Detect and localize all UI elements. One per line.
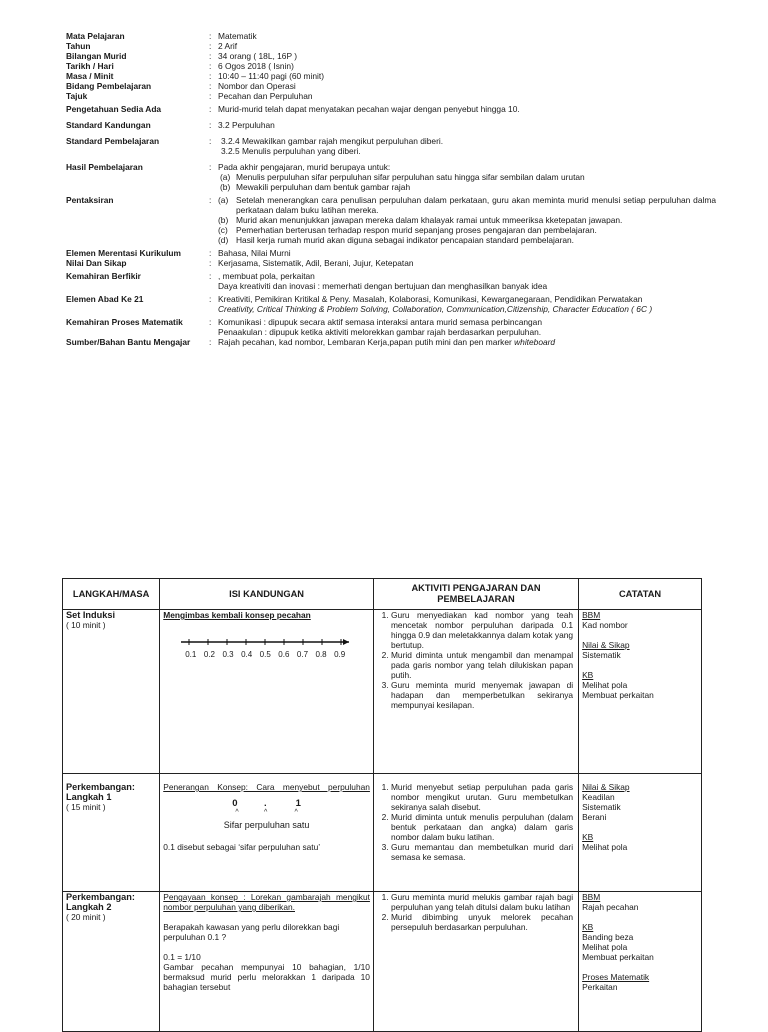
info-value: Komunikasi : dipupuk secara aktif semasa interaksi antara murid semasa perbincangan — [218, 317, 542, 327]
info-value: 6 Ogos 2018 ( Isnin) — [218, 61, 294, 71]
note-value: Membuat perkaitan — [582, 690, 654, 700]
note-value: Banding beza — [582, 932, 634, 942]
info-value: Murid-murid telah dapat menyatakan pecahan wajar dengan penyebut hingga 10. — [218, 104, 520, 114]
tick-label: 0.7 — [296, 650, 309, 659]
caret-row: ^ ^ ^ — [235, 809, 298, 816]
info-value: Rajah pecahan, kad nombor, Lembaran Kerja,papan putih mini dan pen marker — [218, 337, 515, 347]
info-row: Pengetahuan Sedia Ada : Murid-murid telah dapat menyatakan pecahan wajar dengan penyebut hingga 10. — [66, 104, 716, 114]
list-item: (a) Setelah menerangkan cara penulisan perpuluhan dalam perkataan, guru akan meminta murid menulsi setiap perpuluhan dalma perkataan dalam buku latihan mereka. — [218, 195, 716, 215]
list-item: (d) Hasil kerja rumah murid akan diguna sebagai indikator pencapaian standard pembelajaran. — [218, 235, 574, 245]
info-value: Kerjasama, Sistematik, Adil, Berani, Jujur, Ketepatan — [218, 258, 414, 268]
info-value: 2 Arif — [218, 41, 238, 51]
note-value: Melihat pola — [582, 680, 628, 690]
tick-label: 0.1 — [185, 650, 197, 659]
info-line: 3.2.5 Menulis perpuluhan yang diberi. — [221, 146, 361, 156]
activity-list — [377, 610, 575, 710]
table-row — [63, 892, 702, 1032]
info-label: Elemen Abad Ke 21 — [66, 294, 144, 304]
info-row: Elemen Merentasi Kurikulum : Bahasa, Nilai Murni — [66, 248, 716, 258]
note-heading: BBM — [582, 610, 601, 620]
info-label: Elemen Merentasi Kurikulum — [66, 248, 181, 258]
tick-label: 0.9 — [334, 650, 346, 659]
info-row: Kemahiran Proses Matematik : Komunikasi : dipupuk secara aktif semasa interaksi antara murid semasa perbincangan Penaakulan : dipupuk ketika aktiviti melorekkan gambar rajah berdasarkan perpuluhan. — [66, 317, 716, 337]
activity-item: 1. Guru meminta murid melukis gambar rajah bagi perpuluhan yang telah ditulsi dalam buku latihan — [391, 892, 575, 912]
info-row: Mata Pelajaran : Matematik — [66, 31, 716, 41]
tick-label: 0.3 — [222, 650, 234, 659]
tick-label: 0.2 — [203, 650, 215, 659]
info-value: Kreativiti, Pemikiran Kritikal & Peny. Masalah, Kolaborasi, Komunikasi, Kewarganegaraan, Pendidikan Perwatakan — [218, 294, 643, 304]
list-item: (b) Mewakili perpuluhan dam bentuk gambar rajah — [220, 182, 411, 192]
phase-time: ( 15 minit ) — [66, 802, 106, 812]
phase-title: Set Induksi — [66, 610, 116, 620]
activity-list — [377, 782, 575, 862]
info-row: Bilangan Murid : 34 orang ( 18L, 16P ) — [66, 51, 716, 61]
info-row: Tarikh / Hari : 6 Ogos 2018 ( Isnin) — [66, 61, 716, 71]
tick-label: 0.4 — [241, 650, 253, 659]
lesson-info — [66, 31, 716, 347]
note-value: Sistematik — [582, 650, 621, 660]
note-value: Kad nombor — [582, 620, 628, 630]
list-item: (a) Menulis perpuluhan sifar perpuluhan sifar perpuluhan satu hingga sifar sembilan dalam urutan — [220, 172, 585, 182]
info-row: Pentaksiran : (a) Setelah menerangkan cara penulisan perpuluhan dalam perkataan, guru akan meminta murid menulsi setiap perpuluhan dalma perkataan dalam buku latihan mereka. (b) Murid akan menunjukkan jawapan mereka dalam khalayak ramai untuk mmeeriksa kketepatan jawapan. (c) Pemerhatian berterusan terhadap respon murid sepanjang proses pengajaran dan pembelajaran. (d) Hasil kerja rumah murid akan diguna sebagai indikator pencapaian standard pembelajaran. — [66, 195, 716, 245]
activity-list — [377, 892, 575, 932]
info-row: Hasil Pembelajaran : Pada akhir pengajaran, murid berupaya untuk: (a) Menulis perpuluhan sifar perpuluhan sifar perpuluhan satu hingga sifar sembilan dalam urutan (b) Mewakili perpuluhan dam bentuk gambar rajah — [66, 162, 716, 192]
info-value: Matematik — [218, 31, 257, 41]
info-value: Pecahan dan Perpuluhan — [218, 91, 313, 101]
note-heading: Nilai & Sikap — [582, 782, 630, 792]
note-value: Melihat pola — [582, 942, 628, 952]
list-item: (c) Pemerhatian berterusan terhadap respon murid sepanjang proses pengajaran dan pembelajaran. — [218, 225, 597, 235]
note-heading: KB — [582, 670, 594, 680]
header-catatan: CATATAN — [579, 579, 702, 610]
info-row: Masa / Minit : 10:40 – 11:40 pagi (60 minit) — [66, 71, 716, 81]
activity-item: 1. Murid menyebut setiap perpuluhan pada garis nombor mengikut urutan. Guru membetulkan sekiranya salah disebut. — [391, 782, 575, 812]
decimal-display — [163, 799, 370, 809]
table-row — [63, 774, 702, 892]
info-line: Penaakulan : dipupuk ketika aktiviti melorekkan gambar rajah berdasarkan perpuluhan. — [218, 327, 542, 337]
note-heading: KB — [582, 922, 594, 932]
note-value: Rajah pecahan — [582, 902, 639, 912]
info-italic-word: whiteboard — [514, 337, 556, 347]
number-line-ticks — [185, 650, 345, 660]
info-label: Kemahiran Berfikir — [66, 271, 141, 281]
info-label: Bilangan Murid — [66, 51, 127, 61]
lesson-steps-table — [62, 578, 702, 1032]
note-heading: KB — [582, 832, 594, 842]
info-label: Tarikh / Hari — [66, 61, 114, 71]
table-header-row — [63, 579, 702, 610]
table-row — [63, 610, 702, 774]
info-label: Masa / Minit — [66, 71, 114, 81]
phase-title: Perkembangan: Langkah 1 — [66, 782, 135, 802]
phase-title: Perkembangan: Langkah 2 — [66, 892, 135, 912]
info-label: Sumber/Bahan Bantu Mengajar — [66, 337, 191, 347]
tick-label: 0.8 — [315, 650, 327, 659]
info-label: Nilai Dan Sikap — [66, 258, 127, 268]
note-value: Keadilan — [582, 792, 615, 802]
note-value: Berani — [582, 812, 607, 822]
info-row: Tahun : 2 Arif — [66, 41, 716, 51]
info-label: Mata Pelajaran — [66, 31, 125, 41]
note-value: Perkaitan — [582, 982, 618, 992]
info-label: Tahun — [66, 41, 91, 51]
content-title: Penerangan Konsep: Cara menyebut perpuluhan — [163, 782, 370, 792]
phase-time: ( 10 minit ) — [66, 620, 106, 630]
info-row: Bidang Pembelajaran : Nombor dan Operasi — [66, 81, 716, 91]
info-label: Pengetahuan Sedia Ada — [66, 104, 162, 114]
digit: 1 — [295, 798, 301, 809]
info-value: Nombor dan Operasi — [218, 81, 296, 91]
content-sentence: 0.1 disebut sebagai ‘sifar perpuluhan satu’ — [163, 842, 321, 852]
info-value: 10:40 – 11:40 pagi (60 minit) — [218, 71, 324, 81]
digit: 0 — [232, 798, 238, 809]
info-label: Hasil Pembelajaran — [66, 162, 143, 172]
note-heading: BBM — [582, 892, 601, 902]
info-row: Nilai Dan Sikap : Kerjasama, Sistematik, Adil, Berani, Jujur, Ketepatan — [66, 258, 716, 268]
content-explain: Gambar pecahan mempunyai 10 bahagian, 1/10 bermaksud murid perlu melorakkan 1 daripada 10 bahagian tersebut — [163, 962, 370, 992]
number-line — [181, 638, 370, 660]
header-langkah: LANGKAH/MASA — [63, 579, 160, 610]
info-row: Tajuk : Pecahan dan Perpuluhan — [66, 91, 716, 101]
digit: . — [263, 798, 267, 809]
info-label: Standard Kandungan — [66, 120, 151, 130]
info-row: Standard Kandungan : 3.2 Perpuluhan — [66, 120, 716, 130]
activity-item: 2. Murid diminta untuk menulis perpuluhan (dalam bentuk perkataan dan angka) dalam garis nombor dalam buku latihan. — [391, 812, 575, 842]
info-value: Bahasa, Nilai Murni — [218, 248, 291, 258]
info-line: , membuat pola, perkaitan — [218, 271, 315, 281]
info-value: 3.2 Perpuluhan — [218, 120, 275, 130]
activity-item: 3. Guru meminta murid menyemak jawapan di hadapan dan memperbetulkan sekiranya mempunyai kesilapan. — [391, 680, 575, 710]
info-label: Kemahiran Proses Matematik — [66, 317, 183, 327]
header-aktiviti: AKTIVITI PENGAJARAN DAN PEMBELAJARAN — [373, 579, 578, 610]
info-label: Standard Pembelajaran — [66, 136, 160, 146]
info-row: Sumber/Bahan Bantu Mengajar : Rajah pecahan, kad nombor, Lembaran Kerja,papan putih mini dan pen marker whiteboard — [66, 337, 556, 347]
info-row: Elemen Abad Ke 21 : Kreativiti, Pemikiran Kritikal & Peny. Masalah, Kolaborasi, Komunikasi, Kewarganegaraan, Pendidikan Perwatakan Creativity, Critical Thinking & Problem Solving, Collaboration, Communication,Citizenship, Character Education ( 6C ) — [66, 294, 716, 314]
note-value: Sistematik — [582, 802, 621, 812]
content-question: Berapakah kawasan yang perlu dilorekkan bagi perpuluhan 0.1 ? — [163, 922, 340, 942]
info-line: 3.2.4 Mewakilkan gambar rajah mengikut perpuluhan diberi. — [221, 136, 444, 146]
info-label: Pentaksiran — [66, 195, 114, 205]
sifar-label: Sifar perpuluhan satu — [223, 820, 310, 830]
note-heading: Nilai & Sikap — [582, 640, 630, 650]
note-heading: Proses Matematik — [582, 972, 650, 982]
content-title: Mengimbas kembali konsep pecahan — [163, 610, 311, 620]
header-isi: ISI KANDUNGAN — [160, 579, 374, 610]
info-italic-line: Creativity, Critical Thinking & Problem Solving, Collaboration, Communication,Citizenship, Character Education ( 6C ) — [218, 304, 653, 314]
number-line-axis — [181, 638, 351, 646]
note-value: Membuat perkaitan — [582, 952, 654, 962]
phase-time: ( 20 minit ) — [66, 912, 106, 922]
tick-label: 0.5 — [259, 650, 271, 659]
activity-item: 3. Guru memantau dan membetulkan murid dari semasa ke semasa. — [391, 842, 575, 862]
list-item: (b) Murid akan menunjukkan jawapan mereka dalam khalayak ramai untuk mmeeriksa kketepatan jawapan. — [218, 215, 623, 225]
info-row: Kemahiran Berfikir : , membuat pola, perkaitan Daya kreativiti dan inovasi : memerhati dengan bertujuan dan menghasilkan banyak idea — [66, 271, 716, 291]
activity-item: 2. Murid dibimbing unyuk melorek pecahan persepuluh berdasarkan perpuluhan. — [391, 912, 575, 932]
info-intro: Pada akhir pengajaran, murid berupaya untuk: — [218, 162, 391, 172]
content-equation: 0.1 = 1/10 — [163, 952, 201, 962]
activity-item: 2. Murid diminta untuk mengambil dan menampal pada garis nombor yang telah dilukiskan papan putih. — [391, 650, 575, 680]
info-label: Tajuk — [66, 91, 88, 101]
info-value: 34 orang ( 18L, 16P ) — [218, 51, 297, 61]
activity-item: 1. Guru menyediakan kad nombor yang teah mencetak nombor perpuluhan daripada 0.1 hingga 0.9 dan meletakkannya dalam kotak yang bertutup. — [391, 610, 575, 650]
info-row: Standard Pembelajaran : 3.2.4 Mewakilkan gambar rajah mengikut perpuluhan diberi. 3.2.5 Menulis perpuluhan yang diberi. — [66, 136, 716, 156]
content-title: Pengayaan konsep : Lorekan gambarajah mengikut nombor perpuluhan yang diberikan. — [163, 892, 370, 912]
note-value: Melihat pola — [582, 842, 628, 852]
tick-label: 0.6 — [278, 650, 290, 659]
info-line: Daya kreativiti dan inovasi : memerhati dengan bertujuan dan menghasilkan banyak idea — [218, 281, 548, 291]
info-label: Bidang Pembelajaran — [66, 81, 152, 91]
